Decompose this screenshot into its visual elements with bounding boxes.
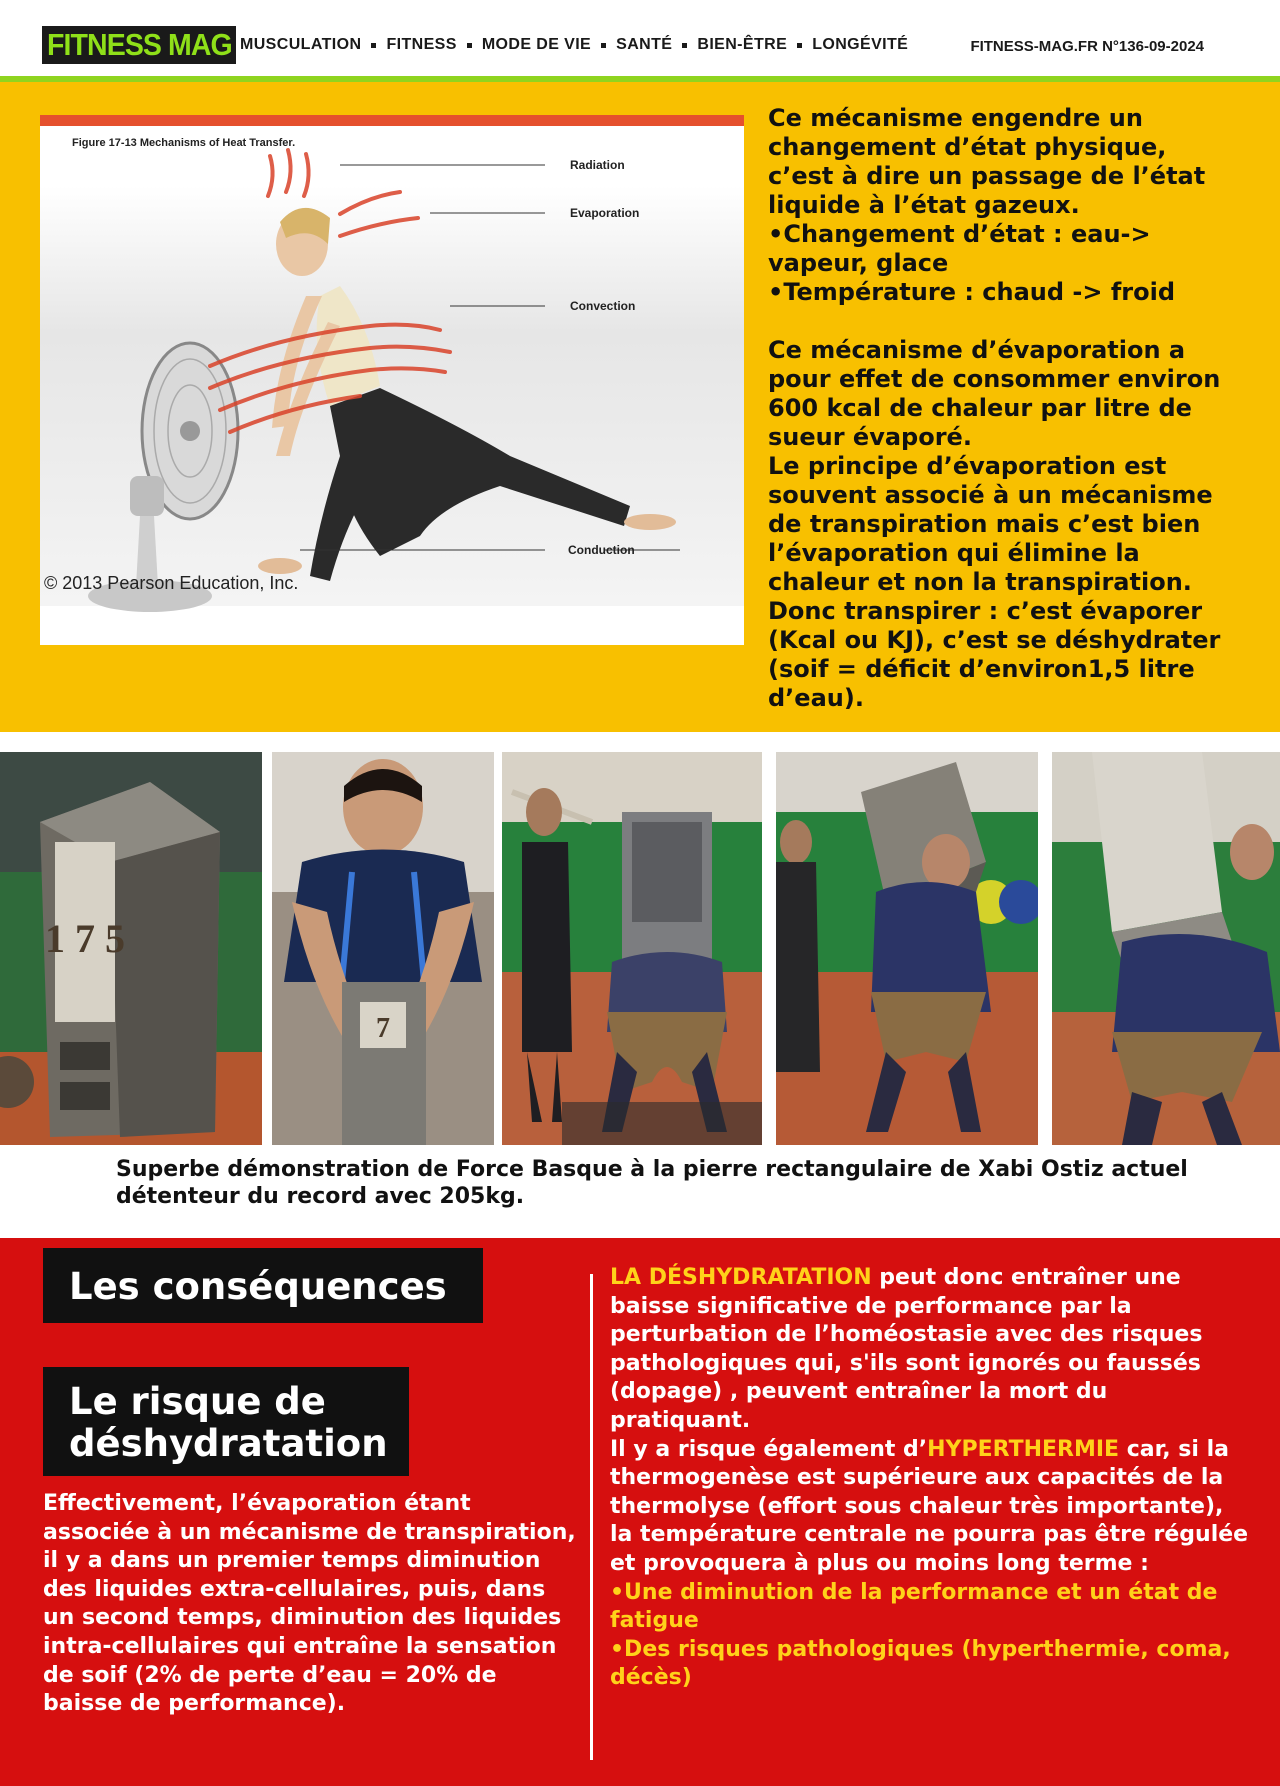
- highlight-deshydratation: LA DÉSHYDRATATION: [610, 1265, 872, 1290]
- nav-item-mode-de-vie[interactable]: MODE DE VIE: [481, 36, 592, 53]
- photo-athlete-lift-3: [776, 752, 1038, 1145]
- photo-athlete-lift-1: [272, 752, 494, 1145]
- dehydration-paragraph: Effectivement, l’évaporation étant associée à un mécanisme de transpiration, il y a dans un premier temps diminution des liquides extra-cellulaires, puis, dans un second temps, diminution des liquides intra-cellulaires qui entraîne la sensation de soif (2% de perte d’eau = 20% de baisse de performance).: [43, 1491, 576, 1717]
- issue-number: FITNESS-MAG.FR N°136-09-2024: [970, 38, 1204, 55]
- heat-transfer-illustration: [40, 126, 744, 645]
- nav-separator: [371, 43, 376, 48]
- section-nav: [240, 34, 908, 56]
- photo-stone-175: [0, 752, 262, 1145]
- dehydration-consequence-paragraph-2: Il y a risque également d’HYPERTHERMIE car, si la thermogenèse est supérieure aux capacités de la thermolyse (effort sous chaleur très importante), la température centrale ne pourra pas être régulée et provoquera à plus ou moins long terme :: [610, 1436, 1249, 1576]
- heading-dehydration-risk: [43, 1367, 409, 1476]
- evaporation-paragraph-1: Ce mécanisme engendre un changement d’état physique, c’est à dire un passage de l’état liquide à l’état gazeux.: [768, 104, 1206, 219]
- fitness-mag-logo[interactable]: FITNESS MAG: [42, 26, 236, 64]
- column-divider: [590, 1274, 593, 1760]
- page-header: [0, 0, 1280, 82]
- nav-item-sante[interactable]: SANTÉ: [616, 36, 673, 53]
- nav-item-musculation[interactable]: MUSCULATION: [240, 36, 362, 53]
- evaporation-bullet-1: •Changement d’état : eau-> vapeur, glace: [768, 220, 1151, 277]
- evaporation-paragraph-2: Ce mécanisme d’évaporation a pour effet de consommer environ 600 kcal de chaleur par litre de sueur évaporé.: [768, 336, 1221, 451]
- heat-transfer-section: [0, 82, 1280, 732]
- photo-athlete-lift-4: [1052, 752, 1280, 1145]
- evaporation-explanation: [768, 104, 1228, 713]
- nav-item-longevite[interactable]: LONGÉVITÉ: [812, 36, 909, 53]
- nav-item-fitness[interactable]: FITNESS: [386, 36, 457, 53]
- dehydration-consequences-text: [610, 1264, 1250, 1693]
- photo-athlete-lift-2: [502, 752, 762, 1145]
- heat-transfer-figure: [40, 115, 744, 645]
- consequences-section: [0, 1238, 1280, 1786]
- nav-separator: [467, 43, 472, 48]
- nav-separator: [601, 43, 606, 48]
- heading-dehydration-line-1: Le risque de: [69, 1380, 326, 1423]
- highlight-hyperthermie: HYPERTHERMIE: [927, 1436, 1120, 1462]
- nav-item-bien-etre[interactable]: BIEN-ÊTRE: [697, 36, 788, 53]
- evaporation-paragraph-5: (soif = déficit d’environ1,5 litre d’eau).: [768, 655, 1195, 712]
- figure-title: Figure 17-13 Mechanisms of Heat Transfer.: [72, 137, 296, 149]
- label-conduction: Conduction: [568, 543, 635, 557]
- photo-caption: Superbe démonstration de Force Basque à la pierre rectangulaire de Xabi Ostiz actuel détenteur du record avec 205kg.: [116, 1157, 1188, 1209]
- label-evaporation: Evaporation: [570, 206, 640, 220]
- dehydration-consequence-paragraph-1: LA DÉSHYDRATATION peut donc entraîner une baisse significative de performance par la perturbation de l’homéostasie avec des risques pathologiques qui, s'ils sont ignorés ou faussés (dopage) , peuvent entraîner la mort du pratiquant.: [610, 1265, 1203, 1433]
- heading-dehydration-line-2: déshydratation: [69, 1422, 388, 1465]
- figure-copyright: © 2013 Pearson Education, Inc.: [44, 573, 299, 593]
- consequence-bullet-2: •Des risques pathologiques (hyperthermie, coma, décès): [610, 1636, 1231, 1691]
- nav-separator: [682, 43, 687, 48]
- evaporation-paragraph-4: Donc transpirer : c’est évaporer (Kcal ou KJ), c’est se déshydrater: [768, 597, 1221, 654]
- label-radiation: Radiation: [570, 158, 625, 172]
- evaporation-paragraph-3: Le principe d’évaporation est souvent associé à un mécanisme de transpiration mais c’est bien l’évaporation qui élimine la chaleur et non la transpiration.: [768, 452, 1213, 596]
- stone-number-7: 7: [376, 1013, 390, 1044]
- nav-separator: [797, 43, 802, 48]
- evaporation-bullet-2: •Température : chaud -> froid: [768, 278, 1176, 306]
- heading-consequences: Les conséquences: [43, 1248, 483, 1323]
- consequence-bullet-1: •Une diminution de la performance et un état de fatigue: [610, 1579, 1218, 1634]
- stone-number-175: 1 7 5: [45, 916, 125, 961]
- label-convection: Convection: [570, 299, 636, 313]
- photo-strip: [0, 752, 1280, 1145]
- paragraph-gap: [768, 307, 1228, 336]
